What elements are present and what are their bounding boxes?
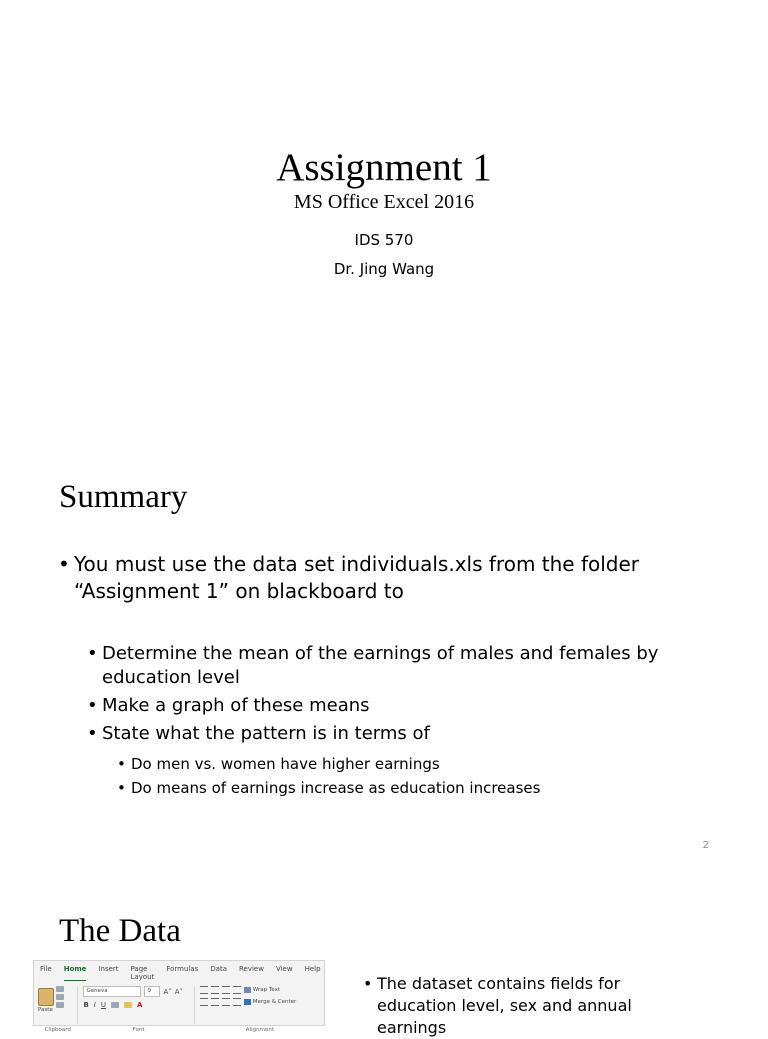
title-slide	[0, 0, 768, 436]
slide-title: The Data	[59, 913, 181, 949]
top-align-icon[interactable]	[200, 986, 208, 994]
wrap-text-icon	[244, 987, 251, 993]
paste-label: Paste	[38, 1007, 53, 1013]
sub-sub-bullet-item: • Do men vs. women have higher earnings	[131, 754, 691, 774]
slide-title: Assignment 1	[276, 146, 492, 189]
clipboard-group	[38, 986, 78, 1033]
tab-page-layout[interactable]: Page Layout	[130, 965, 155, 981]
alignment-row-top	[200, 986, 316, 994]
orientation-icon[interactable]	[233, 986, 241, 994]
merge-center-button[interactable]	[244, 999, 296, 1005]
course-code: IDS 570	[354, 231, 414, 249]
shrink-font-button[interactable]: A˅	[174, 987, 184, 996]
excel-ribbon-screenshot	[33, 960, 325, 1033]
sub-bullet-list	[102, 642, 702, 746]
indent-icon[interactable]	[233, 998, 241, 1006]
italic-button[interactable]: I	[93, 1001, 96, 1009]
tab-review[interactable]: Review	[238, 965, 264, 973]
tab-data[interactable]: Data	[210, 965, 227, 973]
format-painter-icon[interactable]	[56, 1002, 64, 1008]
tab-view[interactable]: View	[275, 965, 293, 973]
underline-button[interactable]: U	[100, 1001, 106, 1009]
sub-bullet-item: • Determine the mean of the earnings of males and females by education level	[102, 642, 702, 690]
group-label-alignment: Alignment	[245, 1027, 274, 1033]
font-row	[83, 986, 189, 997]
paste-icon	[38, 988, 54, 1006]
grow-font-button[interactable]: A˄	[163, 987, 172, 996]
font-group	[83, 986, 194, 1033]
wrap-text-label: Wrap Text	[252, 987, 280, 993]
tab-home[interactable]: Home	[64, 965, 87, 981]
copy-icon[interactable]	[56, 994, 64, 1000]
bullet-list	[377, 969, 647, 1039]
group-label-clipboard: Clipboard	[44, 1027, 71, 1033]
borders-icon[interactable]	[111, 1002, 119, 1008]
font-name-select[interactable]: Geneva	[83, 986, 141, 997]
bullet-item: • You must use the data set individuals.xls from the folder “Assignment 1” on blackboard to	[74, 551, 694, 605]
merge-center-label: Merge & Center	[252, 999, 297, 1005]
instructor-name: Dr. Jing Wang	[333, 260, 435, 278]
alignment-group	[200, 986, 320, 1033]
tab-insert[interactable]: Insert	[98, 965, 119, 973]
align-right-icon[interactable]	[222, 998, 230, 1006]
bottom-align-icon[interactable]	[222, 986, 230, 994]
bullet-item: • The dataset contains fields for education level, sex and annual earnings	[377, 973, 647, 1039]
align-left-icon[interactable]	[200, 998, 208, 1006]
page-number: 2	[702, 840, 709, 851]
ribbon-tabs	[34, 961, 324, 984]
fill-color-icon[interactable]	[124, 1002, 132, 1008]
align-center-icon[interactable]	[211, 998, 219, 1006]
format-row	[83, 1001, 189, 1009]
bullet-list	[74, 551, 694, 605]
cut-icon[interactable]	[56, 986, 64, 992]
font-size-select[interactable]: 9	[144, 986, 160, 997]
clipboard-small-icons	[56, 986, 64, 1024]
slide-subtitle: MS Office Excel 2016	[293, 191, 475, 213]
tab-formulas[interactable]: Formulas	[166, 965, 199, 973]
sub-bullet-item: • State what the pattern is in terms of	[102, 722, 702, 746]
alignment-row-bottom	[200, 998, 316, 1006]
tab-file[interactable]: File	[40, 965, 52, 973]
tab-help[interactable]: Help	[304, 965, 321, 973]
sub-sub-bullet-item: • Do means of earnings increase as education increases	[131, 778, 691, 798]
wrap-text-button[interactable]	[244, 987, 280, 993]
middle-align-icon[interactable]	[211, 986, 219, 994]
slide-title: Summary	[59, 479, 188, 515]
group-label-font: Font	[132, 1027, 145, 1033]
summary-slide	[0, 436, 768, 866]
sub-bullet-item: • Make a graph of these means	[102, 694, 702, 718]
paste-button[interactable]	[38, 986, 54, 1024]
data-slide	[0, 866, 768, 1037]
merge-center-icon	[244, 999, 251, 1005]
ribbon-body	[34, 984, 324, 1033]
sub-sub-bullet-list	[131, 754, 691, 798]
bold-button[interactable]: B	[83, 1001, 89, 1009]
font-color-button[interactable]: A	[137, 1001, 143, 1009]
